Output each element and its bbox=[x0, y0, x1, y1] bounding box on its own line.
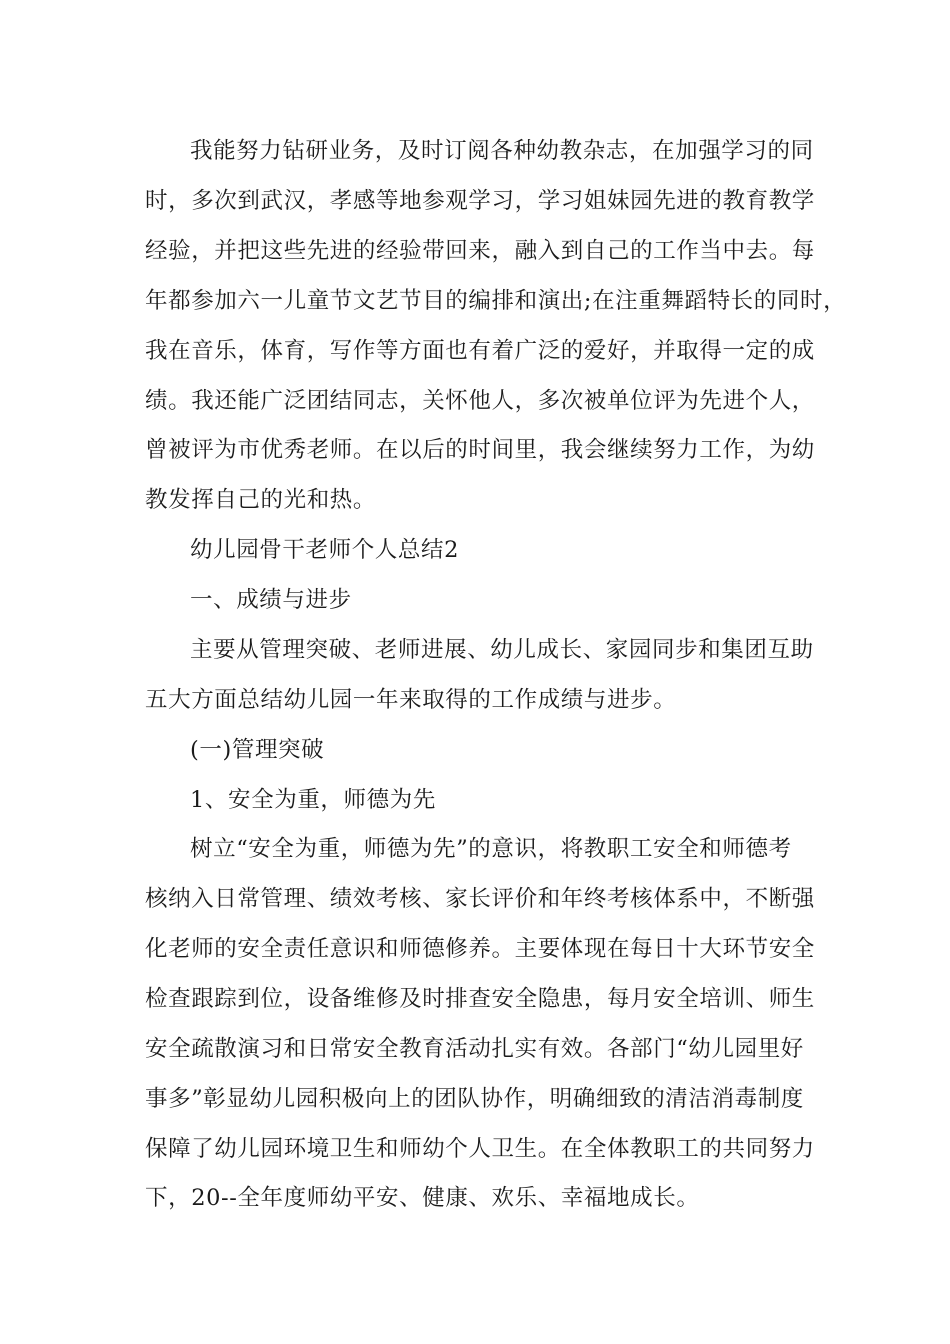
paragraph-line: 保障了幼儿园环境卫生和师幼个人卫生。在全体教职工的共同努力 bbox=[145, 1136, 815, 1162]
paragraph-line: 教发挥自己的光和热。 bbox=[145, 487, 377, 513]
paragraph-line: 主要从管理突破、老师进展、幼儿成长、家园同步和集团互助 bbox=[190, 637, 814, 663]
paragraph-line: 安全疏散演习和日常安全教育活动扎实有效。各部门“幼儿园里好 bbox=[145, 1036, 804, 1062]
paragraph-line: 化老师的安全责任意识和师德修养。主要体现在每日十大环节安全 bbox=[145, 936, 815, 962]
section-heading: 一、成绩与进步 bbox=[190, 587, 352, 613]
paragraph-line: 树立“安全为重，师德为先”的意识，将教职工安全和师德考 bbox=[190, 836, 792, 862]
subsection-heading: (一)管理突破 bbox=[190, 737, 325, 763]
paragraph-line: 绩。我还能广泛团结同志，关怀他人，多次被单位评为先进个人， bbox=[145, 388, 815, 414]
paragraph-line: 时，多次到武汉，孝感等地参观学习，学习姐妹园先进的教育教学 bbox=[145, 188, 815, 214]
paragraph-line: 曾被评为市优秀老师。在以后的时间里，我会继续努力工作，为幼 bbox=[145, 437, 815, 463]
paragraph-line: 下，20--全年度师幼平安、健康、欢乐、幸福地成长。 bbox=[145, 1185, 700, 1211]
paragraph-line: 年都参加六一儿童节文艺节目的编排和演出;在注重舞蹈特长的同时， bbox=[145, 288, 847, 314]
paragraph-line: 经验，并把这些先进的经验带回来，融入到自己的工作当中去。每 bbox=[145, 238, 815, 264]
paragraph-line: 我能努力钻研业务，及时订阅各种幼教杂志，在加强学习的同 bbox=[190, 138, 814, 164]
paragraph-line: 核纳入日常管理、绩效考核、家长评价和年终考核体系中，不断强 bbox=[145, 886, 815, 912]
paragraph-line: 我在音乐，体育，写作等方面也有着广泛的爱好，并取得一定的成 bbox=[145, 338, 815, 364]
paragraph-line: 五大方面总结幼儿园一年来取得的工作成绩与进步。 bbox=[145, 687, 677, 713]
item-heading: 1、安全为重，师德为先 bbox=[190, 787, 436, 813]
paragraph-line: 事多”彰显幼儿园积极向上的团队协作，明确细致的清洁消毒制度 bbox=[145, 1086, 804, 1112]
paragraph-line: 检查跟踪到位，设备维修及时排查安全隐患，每月安全培训、师生 bbox=[145, 986, 815, 1012]
section-title: 幼儿园骨干老师个人总结2 bbox=[190, 537, 460, 563]
